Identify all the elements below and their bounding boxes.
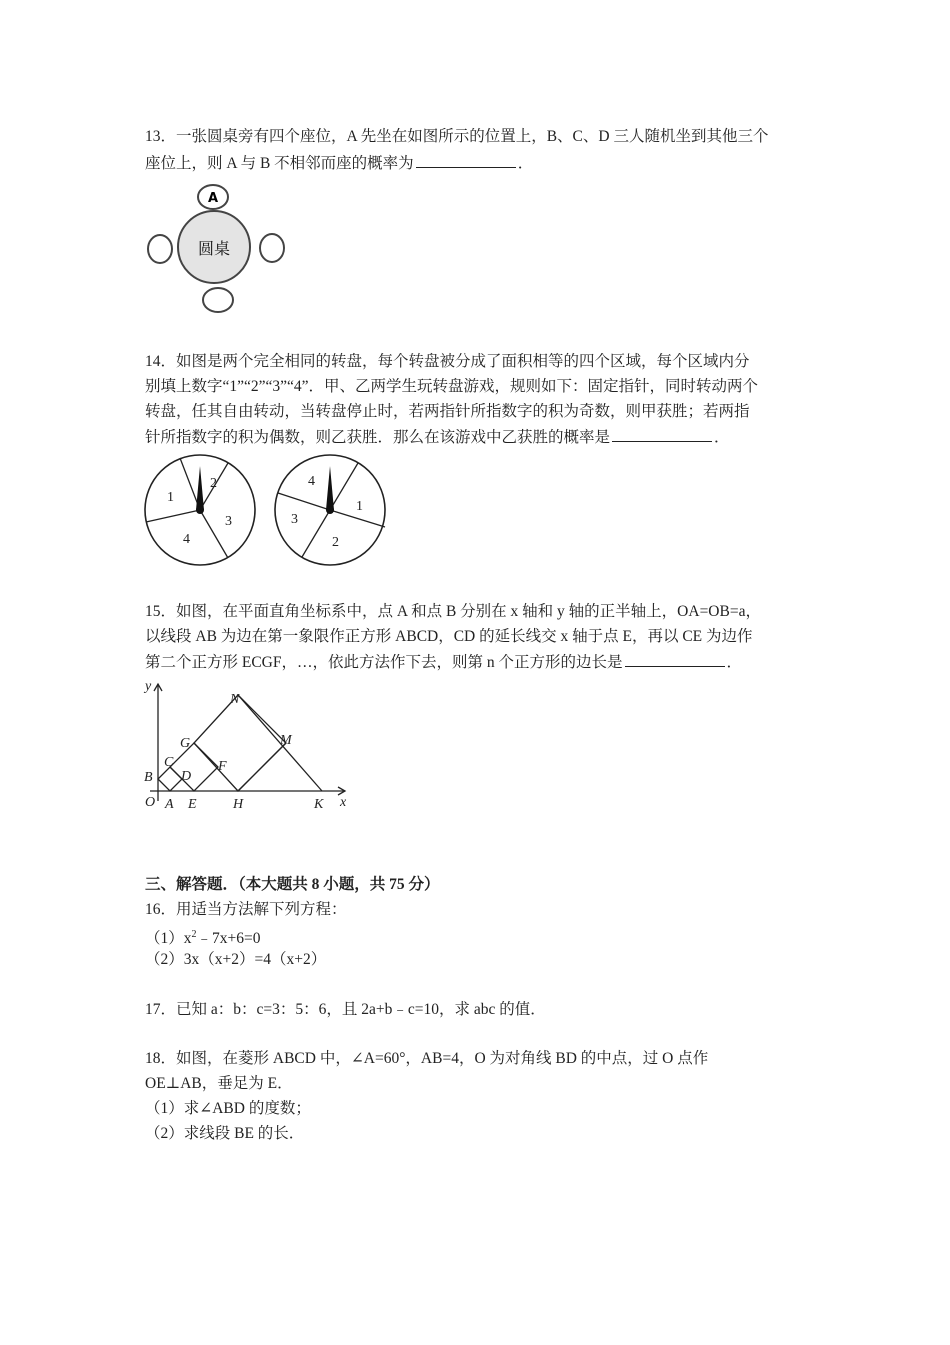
q13-line-2-end: ．: [517, 155, 534, 172]
label-c: C: [164, 755, 174, 770]
section-3-heading: 三、解答题．（本大题共 8 小题，共 75 分）: [145, 876, 440, 893]
spinner-right-label: 3: [291, 512, 298, 527]
label-n: N: [230, 692, 240, 707]
seat-left: [148, 235, 172, 263]
spinner-left-hub: [196, 506, 204, 514]
q15-line-2: 以线段 AB 为边在第一象限作正方形 ABCD，CD 的延长线交 x 轴于点 E，再以 CE 为边作: [145, 628, 753, 645]
round-table-figure: [140, 182, 300, 317]
q16-part-1-text: （1）x: [145, 930, 192, 948]
spinner-right-label: 4: [308, 474, 315, 489]
q14-line-1: 14．如图是两个完全相同的转盘，每个转盘被分成了面积相等的四个区域，每个区域内分: [145, 353, 750, 370]
q14-line-4-end: ．: [714, 429, 730, 446]
label-e: E: [188, 797, 197, 812]
label-x: x: [340, 795, 347, 810]
label-g: G: [180, 736, 191, 751]
q15-line-1: 15．如图，在平面直角坐标系中，点 A 和点 B 分别在 x 轴和 y 轴的正半轴上，OA=OB=a，: [145, 603, 761, 620]
seat-label-a: A: [207, 191, 219, 206]
label-d: D: [181, 769, 192, 784]
q15-line-3-text: 第二个正方形 ECGF，…，依此方法作下去，则第 n 个正方形的边长是: [145, 654, 623, 671]
spinner-right: [275, 455, 385, 565]
q14-line-4-text: 针所指数字的积为偶数，则乙获胜．那么在该游戏中乙获胜的概率是: [145, 429, 611, 446]
q18-part-1: （1）求∠ABD 的度数；: [145, 1100, 311, 1117]
label-k: K: [314, 797, 324, 812]
q16-part-1-exponent: 2: [191, 929, 197, 940]
seat-bottom: [203, 288, 233, 312]
q14-line-3: 转盘，任其自由转动，当转盘停止时，若两指针所指数字的积为奇数，则甲获胜；若两指: [145, 403, 750, 420]
q14-line-4: [145, 427, 730, 448]
q13-line-2: [145, 153, 533, 174]
seat-right: [260, 234, 284, 262]
q18-line-2: OE⊥AB，垂足为 E．: [145, 1075, 293, 1092]
spinner-left-label: 2: [210, 476, 217, 491]
coordinate-squares-figure: [140, 676, 355, 816]
spinner-left-label: 4: [183, 532, 190, 547]
q16-part-1-rest: ﹣7x+6=0: [196, 930, 261, 948]
q16-part-2: （2）3x（x+2）=4（x+2）: [145, 951, 327, 968]
q13-line-1: 13．一张圆桌旁有四个座位，A 先坐在如图所示的位置上，B、C、D 三人随机坐到其他三个: [145, 128, 769, 145]
square-edge: [238, 743, 286, 791]
q16-part-1: [145, 925, 261, 949]
label-f: F: [218, 759, 227, 774]
q16-stem: 16．用适当方法解下列方程：: [145, 901, 347, 918]
label-o: O: [145, 795, 156, 810]
q14-line-2: 别填上数字“1”“2”“3”“4”．甲、乙两学生玩转盘游戏，规则如下：固定指针，同时转动两个: [145, 378, 759, 395]
q15-answer-blank: [625, 652, 725, 667]
label-y: y: [145, 679, 152, 694]
spinner-left: [145, 455, 255, 565]
spinner-right-label: 2: [332, 535, 339, 550]
label-m: M: [280, 733, 292, 748]
spinner-right-hub: [326, 506, 334, 514]
spinner-left-label: 3: [225, 514, 232, 529]
q15-line-3-end: ．: [726, 654, 743, 671]
label-h: H: [233, 797, 244, 812]
q18-part-2: （2）求线段 BE 的长．: [145, 1125, 305, 1142]
label-a: A: [165, 797, 174, 812]
q18-line-1: 18．如图，在菱形 ABCD 中，∠A=60°，AB=4，O 为对角线 BD 的中点，过 O 点作: [145, 1050, 709, 1067]
q17-text: 17．已知 a：b：c=3：5：6，且 2a+b﹣c=10，求 abc 的值．: [145, 1001, 546, 1018]
spinners-figure: [140, 450, 390, 570]
table-label: 圆桌: [197, 239, 231, 258]
spinner-left-label: 1: [167, 490, 174, 505]
q14-answer-blank: [612, 427, 712, 442]
spinner-right-label: 1: [356, 499, 363, 514]
q13-answer-blank: [416, 153, 516, 168]
square-1: [158, 767, 182, 791]
q13-line-2-text: 座位上，则 A 与 B 不相邻而座的概率为: [145, 155, 414, 172]
label-b: B: [144, 770, 153, 785]
q15-line-3: [145, 652, 742, 673]
